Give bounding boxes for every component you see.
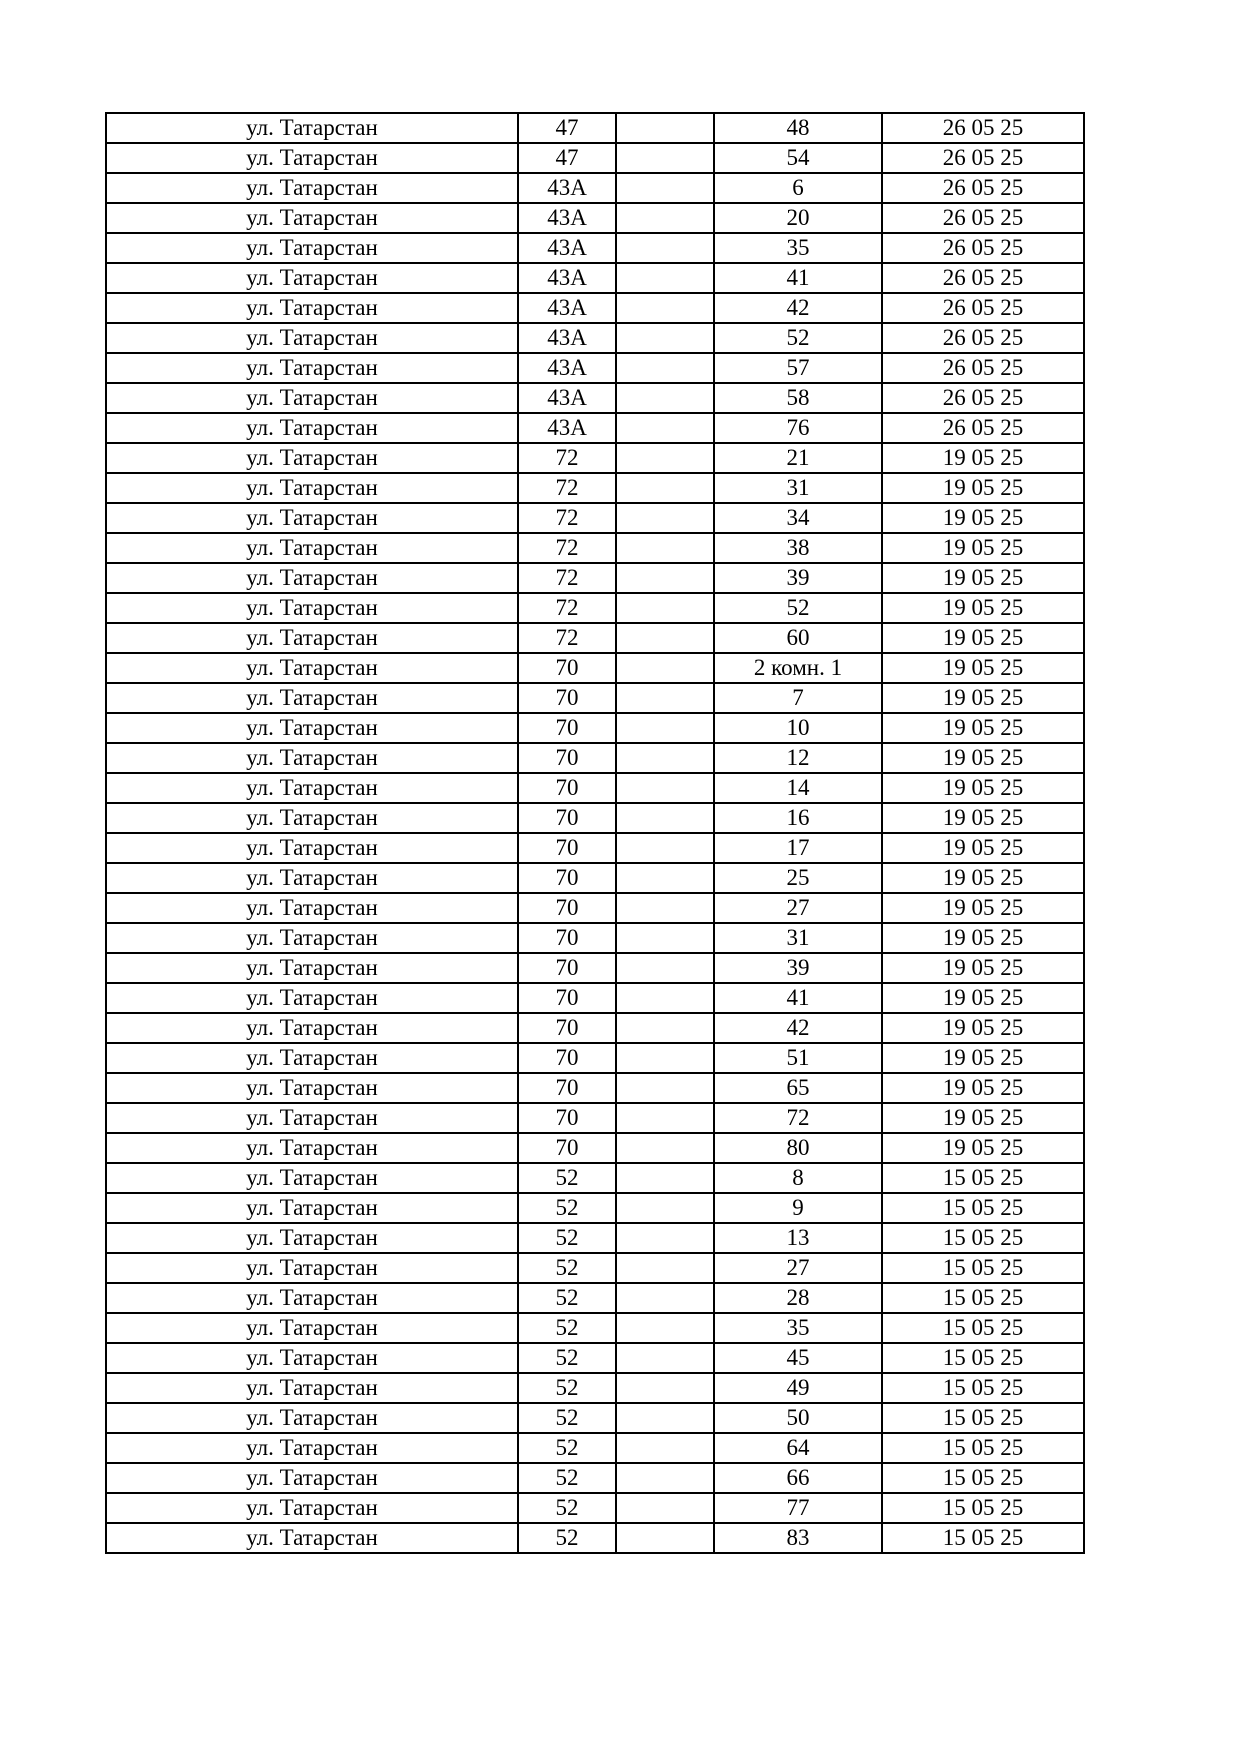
house-number-cell: 72 [518,443,616,473]
date-cell: 26 05 25 [882,203,1084,233]
house-number-cell: 72 [518,623,616,653]
date-cell: 15 05 25 [882,1163,1084,1193]
street-cell: ул. Татарстан [106,1163,518,1193]
apartment-cell: 9 [714,1193,882,1223]
apartment-cell: 80 [714,1133,882,1163]
apartment-cell: 10 [714,713,882,743]
extra-cell [616,443,714,473]
date-cell: 19 05 25 [882,1013,1084,1043]
table-row [106,983,1084,1013]
extra-cell [616,923,714,953]
table-row [106,653,1084,683]
apartment-cell: 7 [714,683,882,713]
street-cell: ул. Татарстан [106,1283,518,1313]
apartment-cell: 51 [714,1043,882,1073]
house-number-cell: 70 [518,713,616,743]
street-cell: ул. Татарстан [106,233,518,263]
address-table-body [106,113,1084,1553]
house-number-cell: 70 [518,863,616,893]
apartment-cell: 49 [714,1373,882,1403]
extra-cell [616,1313,714,1343]
house-number-cell: 47 [518,143,616,173]
table-row [106,113,1084,143]
street-cell: ул. Татарстан [106,773,518,803]
street-cell: ул. Татарстан [106,143,518,173]
street-cell: ул. Татарстан [106,1493,518,1523]
date-cell: 19 05 25 [882,1103,1084,1133]
date-cell: 26 05 25 [882,143,1084,173]
table-row [106,1343,1084,1373]
date-cell: 26 05 25 [882,173,1084,203]
street-cell: ул. Татарстан [106,203,518,233]
table-row [106,803,1084,833]
extra-cell [616,683,714,713]
date-cell: 15 05 25 [882,1193,1084,1223]
extra-cell [616,1343,714,1373]
extra-cell [616,1163,714,1193]
apartment-cell: 28 [714,1283,882,1313]
house-number-cell: 70 [518,833,616,863]
street-cell: ул. Татарстан [106,173,518,203]
apartment-cell: 6 [714,173,882,203]
date-cell: 26 05 25 [882,323,1084,353]
house-number-cell: 52 [518,1283,616,1313]
street-cell: ул. Татарстан [106,473,518,503]
extra-cell [616,653,714,683]
extra-cell [616,1373,714,1403]
extra-cell [616,233,714,263]
extra-cell [616,893,714,923]
street-cell: ул. Татарстан [106,533,518,563]
apartment-cell: 48 [714,113,882,143]
street-cell: ул. Татарстан [106,1043,518,1073]
extra-cell [616,1133,714,1163]
house-number-cell: 70 [518,1133,616,1163]
house-number-cell: 43А [518,233,616,263]
table-row [106,143,1084,173]
house-number-cell: 47 [518,113,616,143]
street-cell: ул. Татарстан [106,1253,518,1283]
date-cell: 19 05 25 [882,923,1084,953]
extra-cell [616,1103,714,1133]
extra-cell [616,1523,714,1553]
apartment-cell: 41 [714,983,882,1013]
house-number-cell: 52 [518,1313,616,1343]
apartment-cell: 25 [714,863,882,893]
extra-cell [616,773,714,803]
table-row [106,713,1084,743]
apartment-cell: 38 [714,533,882,563]
street-cell: ул. Татарстан [106,803,518,833]
house-number-cell: 72 [518,533,616,563]
table-row [106,1283,1084,1313]
apartment-cell: 2 комн. 1 [714,653,882,683]
apartment-cell: 54 [714,143,882,173]
apartment-cell: 77 [714,1493,882,1523]
date-cell: 19 05 25 [882,713,1084,743]
street-cell: ул. Татарстан [106,1073,518,1103]
house-number-cell: 52 [518,1193,616,1223]
street-cell: ул. Татарстан [106,1523,518,1553]
table-row [106,1043,1084,1073]
house-number-cell: 52 [518,1433,616,1463]
date-cell: 15 05 25 [882,1283,1084,1313]
table-row [106,923,1084,953]
extra-cell [616,263,714,293]
apartment-cell: 39 [714,563,882,593]
house-number-cell: 72 [518,473,616,503]
street-cell: ул. Татарстан [106,1313,518,1343]
extra-cell [616,983,714,1013]
extra-cell [616,563,714,593]
apartment-cell: 12 [714,743,882,773]
date-cell: 19 05 25 [882,473,1084,503]
table-row [106,503,1084,533]
apartment-cell: 58 [714,383,882,413]
street-cell: ул. Татарстан [106,653,518,683]
table-row [106,413,1084,443]
table-row [106,1403,1084,1433]
street-cell: ул. Татарстан [106,953,518,983]
house-number-cell: 52 [518,1523,616,1553]
date-cell: 26 05 25 [882,383,1084,413]
date-cell: 19 05 25 [882,1073,1084,1103]
apartment-cell: 72 [714,1103,882,1133]
date-cell: 15 05 25 [882,1403,1084,1433]
date-cell: 19 05 25 [882,983,1084,1013]
apartment-cell: 8 [714,1163,882,1193]
street-cell: ул. Татарстан [106,1343,518,1373]
extra-cell [616,143,714,173]
house-number-cell: 43А [518,353,616,383]
house-number-cell: 70 [518,953,616,983]
extra-cell [616,593,714,623]
house-number-cell: 43А [518,203,616,233]
date-cell: 19 05 25 [882,443,1084,473]
extra-cell [616,1013,714,1043]
apartment-cell: 14 [714,773,882,803]
extra-cell [616,1493,714,1523]
house-number-cell: 43А [518,383,616,413]
street-cell: ул. Татарстан [106,443,518,473]
house-number-cell: 43А [518,173,616,203]
table-row [106,233,1084,263]
house-number-cell: 72 [518,503,616,533]
street-cell: ул. Татарстан [106,923,518,953]
date-cell: 19 05 25 [882,1043,1084,1073]
street-cell: ул. Татарстан [106,833,518,863]
table-row [106,1223,1084,1253]
extra-cell [616,113,714,143]
extra-cell [616,1073,714,1103]
apartment-cell: 65 [714,1073,882,1103]
street-cell: ул. Татарстан [106,863,518,893]
extra-cell [616,173,714,203]
street-cell: ул. Татарстан [106,1223,518,1253]
house-number-cell: 43А [518,323,616,353]
table-row [106,443,1084,473]
street-cell: ул. Татарстан [106,743,518,773]
date-cell: 19 05 25 [882,743,1084,773]
house-number-cell: 43А [518,293,616,323]
extra-cell [616,473,714,503]
extra-cell [616,1223,714,1253]
date-cell: 15 05 25 [882,1313,1084,1343]
apartment-cell: 27 [714,1253,882,1283]
extra-cell [616,203,714,233]
extra-cell [616,1403,714,1433]
street-cell: ул. Татарстан [106,623,518,653]
apartment-cell: 57 [714,353,882,383]
extra-cell [616,623,714,653]
apartment-cell: 20 [714,203,882,233]
table-row [106,533,1084,563]
date-cell: 26 05 25 [882,113,1084,143]
address-table [105,112,1085,1554]
extra-cell [616,803,714,833]
street-cell: ул. Татарстан [106,323,518,353]
date-cell: 19 05 25 [882,803,1084,833]
street-cell: ул. Татарстан [106,263,518,293]
date-cell: 19 05 25 [882,533,1084,563]
extra-cell [616,743,714,773]
house-number-cell: 70 [518,803,616,833]
extra-cell [616,353,714,383]
street-cell: ул. Татарстан [106,1463,518,1493]
table-row [106,593,1084,623]
extra-cell [616,953,714,983]
table-row [106,743,1084,773]
table-row [106,833,1084,863]
extra-cell [616,503,714,533]
street-cell: ул. Татарстан [106,983,518,1013]
table-row [106,323,1084,353]
extra-cell [616,863,714,893]
house-number-cell: 43А [518,263,616,293]
extra-cell [616,713,714,743]
table-row [106,1433,1084,1463]
table-row [106,203,1084,233]
extra-cell [616,1253,714,1283]
apartment-cell: 60 [714,623,882,653]
apartment-cell: 27 [714,893,882,923]
table-row [106,1103,1084,1133]
house-number-cell: 70 [518,743,616,773]
date-cell: 19 05 25 [882,563,1084,593]
street-cell: ул. Татарстан [106,1433,518,1463]
table-row [106,293,1084,323]
extra-cell [616,833,714,863]
street-cell: ул. Татарстан [106,713,518,743]
date-cell: 15 05 25 [882,1343,1084,1373]
date-cell: 15 05 25 [882,1433,1084,1463]
apartment-cell: 39 [714,953,882,983]
street-cell: ул. Татарстан [106,1133,518,1163]
extra-cell [616,293,714,323]
date-cell: 19 05 25 [882,773,1084,803]
extra-cell [616,1283,714,1313]
date-cell: 15 05 25 [882,1373,1084,1403]
apartment-cell: 17 [714,833,882,863]
apartment-cell: 31 [714,923,882,953]
date-cell: 15 05 25 [882,1463,1084,1493]
extra-cell [616,383,714,413]
date-cell: 19 05 25 [882,893,1084,923]
date-cell: 19 05 25 [882,653,1084,683]
street-cell: ул. Татарстан [106,1403,518,1433]
table-row [106,1523,1084,1553]
street-cell: ул. Татарстан [106,353,518,383]
date-cell: 26 05 25 [882,293,1084,323]
table-row [106,953,1084,983]
table-row [106,1493,1084,1523]
apartment-cell: 83 [714,1523,882,1553]
date-cell: 19 05 25 [882,503,1084,533]
extra-cell [616,1193,714,1223]
table-row [106,1463,1084,1493]
house-number-cell: 70 [518,983,616,1013]
street-cell: ул. Татарстан [106,563,518,593]
apartment-cell: 16 [714,803,882,833]
apartment-cell: 76 [714,413,882,443]
apartment-cell: 45 [714,1343,882,1373]
house-number-cell: 72 [518,593,616,623]
house-number-cell: 70 [518,893,616,923]
date-cell: 15 05 25 [882,1253,1084,1283]
date-cell: 19 05 25 [882,623,1084,653]
table-row [106,1133,1084,1163]
apartment-cell: 52 [714,323,882,353]
house-number-cell: 43А [518,413,616,443]
apartment-cell: 41 [714,263,882,293]
table-row [106,623,1084,653]
apartment-cell: 64 [714,1433,882,1463]
apartment-cell: 34 [714,503,882,533]
street-cell: ул. Татарстан [106,1103,518,1133]
table-row [106,563,1084,593]
table-row [106,893,1084,923]
table-row [106,863,1084,893]
extra-cell [616,533,714,563]
house-number-cell: 70 [518,653,616,683]
house-number-cell: 70 [518,1073,616,1103]
apartment-cell: 66 [714,1463,882,1493]
table-row [106,683,1084,713]
house-number-cell: 52 [518,1493,616,1523]
table-row [106,173,1084,203]
date-cell: 19 05 25 [882,953,1084,983]
apartment-cell: 35 [714,233,882,263]
date-cell: 19 05 25 [882,1133,1084,1163]
street-cell: ул. Татарстан [106,503,518,533]
date-cell: 15 05 25 [882,1493,1084,1523]
apartment-cell: 31 [714,473,882,503]
street-cell: ул. Татарстан [106,1193,518,1223]
house-number-cell: 72 [518,563,616,593]
house-number-cell: 70 [518,773,616,803]
date-cell: 15 05 25 [882,1223,1084,1253]
street-cell: ул. Татарстан [106,293,518,323]
date-cell: 26 05 25 [882,353,1084,383]
table-row [106,1313,1084,1343]
table-row [106,1253,1084,1283]
date-cell: 26 05 25 [882,233,1084,263]
table-row [106,773,1084,803]
date-cell: 15 05 25 [882,1523,1084,1553]
apartment-cell: 50 [714,1403,882,1433]
table-row [106,1013,1084,1043]
date-cell: 19 05 25 [882,863,1084,893]
house-number-cell: 70 [518,1043,616,1073]
extra-cell [616,413,714,443]
table-row [106,383,1084,413]
street-cell: ул. Татарстан [106,113,518,143]
apartment-cell: 42 [714,1013,882,1043]
apartment-cell: 21 [714,443,882,473]
house-number-cell: 70 [518,1103,616,1133]
house-number-cell: 52 [518,1403,616,1433]
date-cell: 26 05 25 [882,413,1084,443]
street-cell: ул. Татарстан [106,893,518,923]
street-cell: ул. Татарстан [106,593,518,623]
house-number-cell: 52 [518,1163,616,1193]
date-cell: 26 05 25 [882,263,1084,293]
house-number-cell: 52 [518,1343,616,1373]
date-cell: 19 05 25 [882,833,1084,863]
house-number-cell: 52 [518,1463,616,1493]
house-number-cell: 52 [518,1253,616,1283]
extra-cell [616,323,714,353]
table-row [106,473,1084,503]
house-number-cell: 70 [518,683,616,713]
table-row [106,353,1084,383]
house-number-cell: 52 [518,1223,616,1253]
street-cell: ул. Татарстан [106,1013,518,1043]
table-row [106,263,1084,293]
apartment-cell: 42 [714,293,882,323]
street-cell: ул. Татарстан [106,383,518,413]
table-row [106,1073,1084,1103]
street-cell: ул. Татарстан [106,413,518,443]
house-number-cell: 52 [518,1373,616,1403]
apartment-cell: 35 [714,1313,882,1343]
house-number-cell: 70 [518,1013,616,1043]
extra-cell [616,1043,714,1073]
street-cell: ул. Татарстан [106,1373,518,1403]
extra-cell [616,1463,714,1493]
date-cell: 19 05 25 [882,683,1084,713]
apartment-cell: 52 [714,593,882,623]
table-row [106,1373,1084,1403]
apartment-cell: 13 [714,1223,882,1253]
table-row [106,1163,1084,1193]
street-cell: ул. Татарстан [106,683,518,713]
date-cell: 19 05 25 [882,593,1084,623]
table-row [106,1193,1084,1223]
extra-cell [616,1433,714,1463]
house-number-cell: 70 [518,923,616,953]
